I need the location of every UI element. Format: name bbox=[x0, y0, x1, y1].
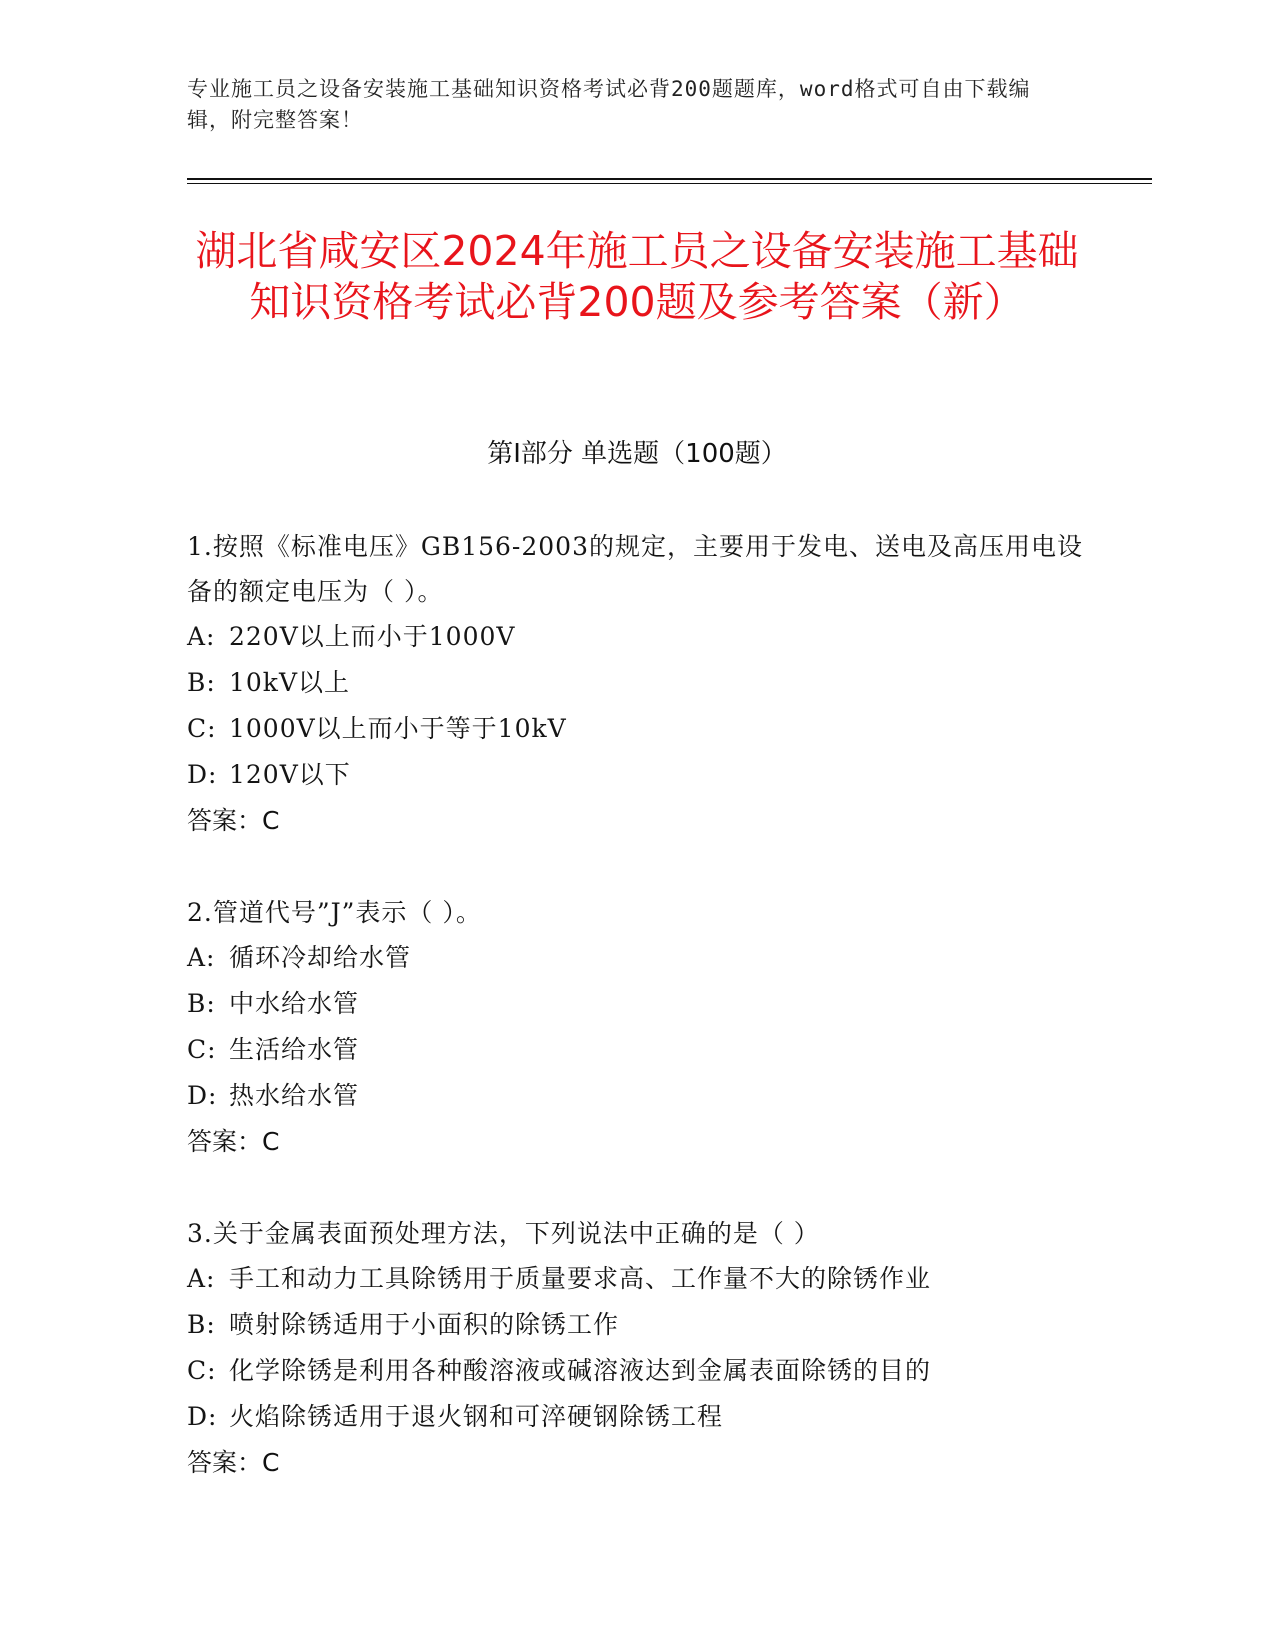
answer-line bbox=[187, 1119, 1087, 1165]
option-text: 喷射除锈适用于小面积的除锈工作 bbox=[229, 1310, 620, 1339]
option-text: 化学除锈是利用各种酸溶液或碱溶液达到金属表面除锈的目的 bbox=[229, 1356, 932, 1385]
option-key: A: bbox=[187, 943, 216, 972]
option-text: 220V以上而小于1000V bbox=[229, 622, 516, 651]
option-text: 生活给水管 bbox=[229, 1035, 360, 1064]
option-b bbox=[187, 981, 1087, 1027]
header-rule-thick bbox=[187, 178, 1152, 180]
answer-label: 答案： bbox=[187, 1127, 263, 1156]
option-key: C: bbox=[187, 1356, 217, 1385]
header-rule-thin bbox=[187, 183, 1152, 184]
option-key: D: bbox=[187, 760, 218, 789]
option-key: B: bbox=[187, 989, 216, 1018]
question-3 bbox=[187, 1211, 1087, 1486]
option-text: 1000V以上而小于等于10kV bbox=[229, 714, 567, 743]
option-text: 中水给水管 bbox=[229, 989, 360, 1018]
answer-value: C bbox=[262, 1448, 280, 1477]
option-d bbox=[187, 1073, 1087, 1119]
option-key: C: bbox=[187, 714, 217, 743]
option-key: B: bbox=[187, 668, 216, 697]
option-text: 火焰除锈适用于退火钢和可淬硬钢除锈工程 bbox=[229, 1402, 724, 1431]
question-1 bbox=[187, 524, 1087, 844]
question-stem: 1.按照《标准电压》GB156-2003的规定，主要用于发电、送电及高压用电设备的额定电压为（ ）。 bbox=[187, 532, 1083, 606]
option-d bbox=[187, 752, 1087, 798]
section-title: 第Ⅰ部分 单选题（100题） bbox=[487, 439, 787, 469]
option-b bbox=[187, 1302, 1087, 1348]
answer-label: 答案： bbox=[187, 1448, 263, 1477]
option-c bbox=[187, 1348, 1087, 1394]
option-key: D: bbox=[187, 1081, 218, 1110]
option-text: 手工和动力工具除锈用于质量要求高、工作量不大的除锈作业 bbox=[229, 1264, 932, 1293]
question-2 bbox=[187, 890, 1087, 1165]
option-a bbox=[187, 1256, 1087, 1302]
option-a bbox=[187, 614, 1087, 660]
option-key: C: bbox=[187, 1035, 217, 1064]
answer-value: C bbox=[262, 1127, 280, 1156]
option-key: B: bbox=[187, 1310, 216, 1339]
option-d bbox=[187, 1394, 1087, 1440]
answer-line bbox=[187, 1440, 1087, 1486]
answer-line bbox=[187, 798, 1087, 844]
option-key: A: bbox=[187, 622, 216, 651]
answer-label: 答案： bbox=[187, 806, 263, 835]
question-list bbox=[187, 524, 1087, 1532]
header-note: 专业施工员之设备安装施工基础知识资格考试必背200题题库，word格式可自由下载编辑，附完整答案！ bbox=[187, 77, 1031, 132]
option-text: 循环冷却给水管 bbox=[229, 943, 412, 972]
answer-value: C bbox=[262, 806, 280, 835]
option-text: 120V以下 bbox=[229, 760, 351, 789]
option-b bbox=[187, 660, 1087, 706]
option-a bbox=[187, 935, 1087, 981]
question-stem: 3.关于金属表面预处理方法，下列说法中正确的是（ ） bbox=[187, 1219, 820, 1248]
question-stem: 2.管道代号”J”表示（ ）。 bbox=[187, 898, 482, 927]
document-title: 湖北省咸安区2024年施工员之设备安装施工基础知识资格考试必背200题及参考答案（新） bbox=[195, 227, 1079, 326]
option-text: 热水给水管 bbox=[229, 1081, 360, 1110]
option-c bbox=[187, 1027, 1087, 1073]
option-key: D: bbox=[187, 1402, 218, 1431]
option-c bbox=[187, 706, 1087, 752]
option-key: A: bbox=[187, 1264, 216, 1293]
option-text: 10kV以上 bbox=[229, 668, 351, 697]
